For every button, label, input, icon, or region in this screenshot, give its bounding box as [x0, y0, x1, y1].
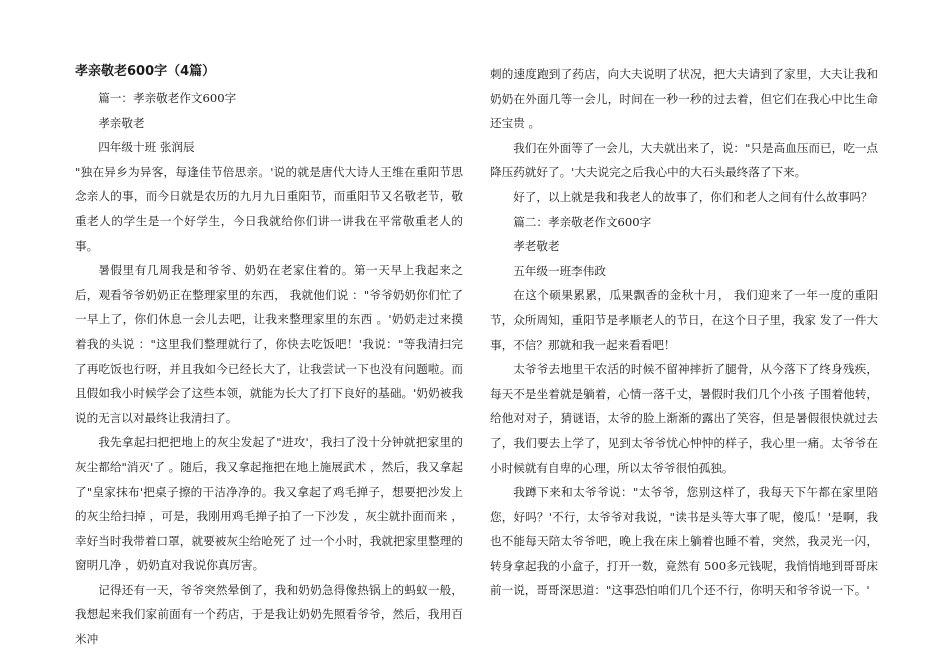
paragraph: 刺的速度跑到了药店，向大夫说明了状况，把大夫请到了家里，大夫让我和奶奶在外面几等一会儿，时间在一秒一秒的过去着，但它们在我心中比生命还宝贵 。	[490, 67, 878, 131]
essay-title: 孝亲敬老	[98, 115, 145, 130]
paragraph: "独在异乡为异客，每逢佳节倍思亲。'说的就是唐代大诗人王维在重阳节思念亲人的事，而今日就是农历的九月九日重阳节，而重阳节又名敬老节，敬重老人的学生是一个好学生，今日我就给你们讲一讲我在平常敬重老人的事。	[75, 164, 463, 253]
right-column	[490, 62, 878, 603]
author-line: 四年级十班 张润辰	[98, 140, 195, 155]
essay-title: 孝老敬老	[513, 239, 560, 254]
paragraph: 我蹲下来和太爷爷说："太爷爷，您别这样了，我每天下午都在家里陪您，好吗？'不行，太爷爷对我说，"读书是头等大事了呢，傻瓜！'是啊，我也不能每天陪太爷爷吧，晚上我在床上躺着也睡不着，突然，我灵光一闪，转身拿起我的小盒子，打开一数，竟然有 500多元钱呢，我悄悄地到哥哥床前一说，哥哥深思道："这事恐怕咱们几个还不行，你明天和爷爷说一下。'	[490, 485, 878, 598]
left-column	[75, 60, 463, 652]
paragraph: 好了，以上就是我和我老人的故事了，你们和老人之间有什么故事吗？	[513, 189, 873, 204]
paragraph: 我们在外面等了一会儿，大夫就出来了，说："只是高血压而已，吃一点降压药就好了。'大夫说完之后我心中的大石头最终落了下来。	[490, 140, 878, 180]
section-heading: 篇二：孝亲敬老作文600字	[513, 214, 652, 229]
paragraph: 太爷爷去地里干农活的时候不留神摔折了腿骨，从今落下了终身残疾，每天不是坐着就是躺着，心情一落千丈，暑假时我们几个小孩 子围着他转，给他对对子，猜谜语，太爷的脸上渐渐的露出了笑容，但是暑假很快就过去了，我们要去上学了，见到太爷爷忧心忡忡的样子，我心里一痛。太爷爷在小时候就有自卑的心理，所以太爷爷很怕孤独。	[490, 362, 878, 475]
section-heading: 篇一：孝亲敬老作文600字	[98, 91, 237, 105]
paragraph: 在这个硕果累累，瓜果飘香的金秋十月， 我们迎来了一年一度的重阳节，众所周知，重阳节是孝顺老人的节日，在这个日子里，我家 发了一件大事，不信？那就和我一起来看看吧！	[490, 288, 878, 352]
paragraph: 记得还有一天，爷爷突然晕倒了，我和奶奶急得像热锅上的蚂蚁一般，我想起来我们家前面有一个药店，于是我让奶奶先照看爷爷，然后，我用百米冲	[75, 582, 463, 647]
paragraph: 我先拿起扫把把地上的灰尘发起了"进攻'，我扫了没十分钟就把家里的灰尘都给"消灭'了 。随后，我又拿起拖把在地上施展武术 ，然后，我又拿起了"皇家抹布'把桌子擦的干洁净净的。我又拿起了鸡毛掸子，想要把沙发上的灰尘给扫掉 ，可是，我刚用鸡毛掸子拍了一下沙发 ，灰尘就扑面而来 ，幸好当时我带着口罩，就要被灰尘给呛死了 过一个小时，我就把家里整理的窗明几净 ，奶奶直对我说你真厉害。	[75, 435, 463, 573]
document-title: 孝亲敬老600字（4篇）	[75, 64, 216, 79]
paragraph: 暑假里有几周我是和爷爷、奶奶在老家住着的。第一天早上我起来之后，观看爷爷奶奶正在整理家里的东西， 我就他们说 ："爷爷奶奶你们忙了一早上了，你们休息一会儿去吧，让我来整理家里的东西 。'奶奶走过来摸着我的头说 ："这里我们整理就行了，你快去吃饭吧！'我说："等我清扫完了再吃饭也行呀，并且我如今已经长大了，让我尝试一下也没有问题啦。而且假如我小时候学会了这些本领，就能为长大了打下良好的基础。'奶奶被我说的无言以对最终让我清扫了。	[75, 263, 463, 425]
author-line: 五年级一班李伟政	[513, 263, 606, 278]
